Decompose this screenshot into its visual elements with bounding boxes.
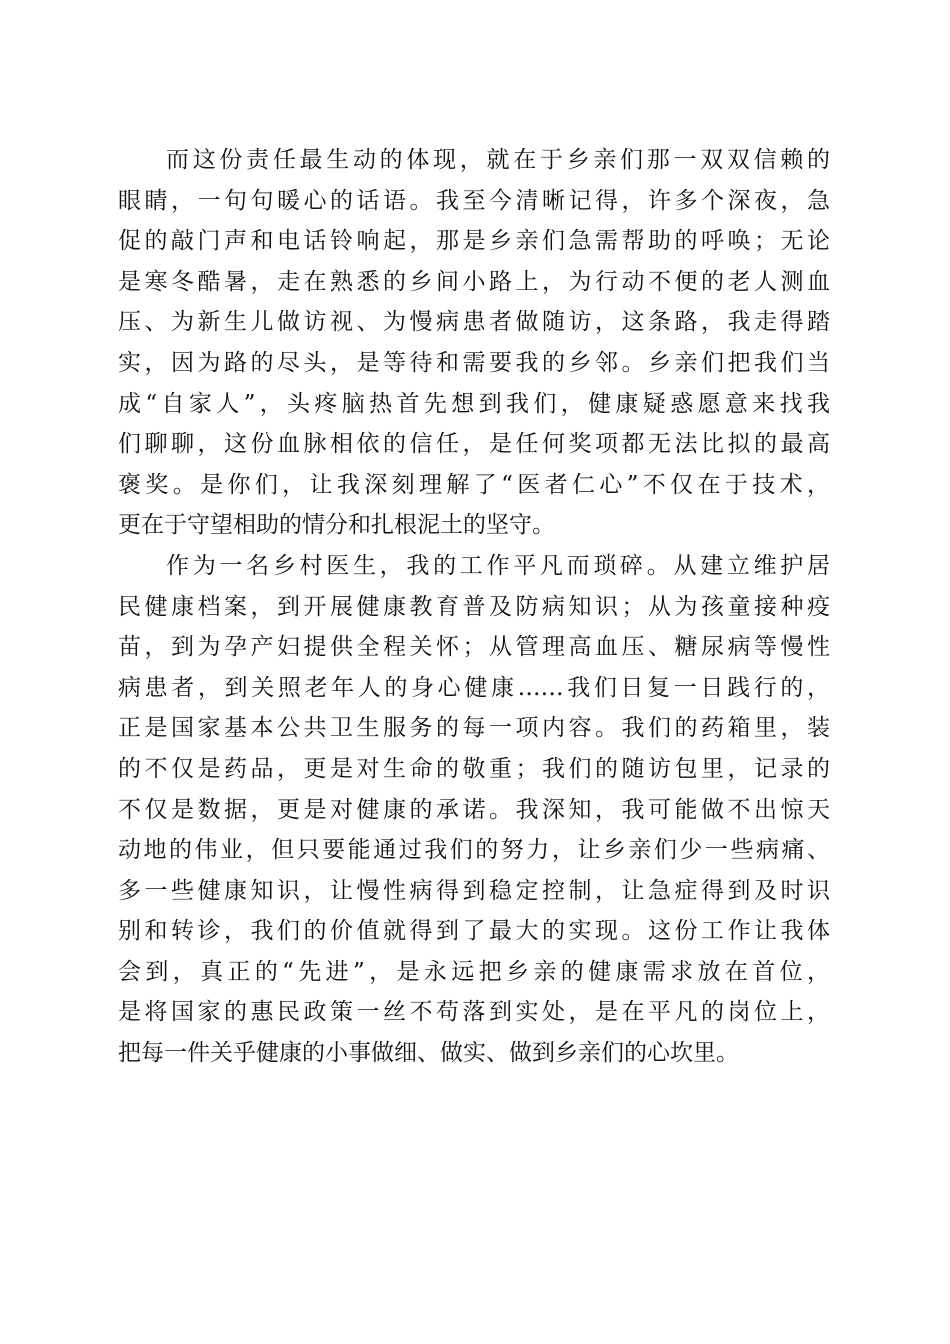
text-line: 把每一件关乎健康的小事做细、做实、做到乡亲们的心坎里。: [118, 1040, 739, 1067]
text-line: 们聊聊，这份血脉相依的信任，是任何奖项都无法比拟的最高: [118, 431, 830, 458]
text-line: 促的敲门声和电话铃响起，那是乡亲们急需帮助的呼唤；无论: [118, 228, 830, 255]
text-line: 实，因为路的尽头，是等待和需要我的乡邻。乡亲们把我们当: [118, 349, 830, 376]
text-line: 成“自家人”，头疼脑热首先想到我们，健康疑惑愿意来找我: [118, 390, 830, 417]
text-line: 更在于守望相助的情分和扎根泥土的坚守。: [118, 512, 555, 539]
document-page: [118, 140, 830, 1074]
text-line: 的不仅是药品，更是对生命的敬重；我们的随访包里，记录的: [118, 755, 830, 782]
text-line: 动地的伟业，但只要能通过我们的努力，让乡亲们少一些病痛、: [118, 837, 830, 864]
text-line: 褒奖。是你们，让我深刻理解了“医者仁心”不仅在于技术，: [118, 471, 830, 498]
text-line: 病患者，到关照老年人的身心健康……我们日复一日践行的，: [118, 674, 830, 701]
text-line: 是将国家的惠民政策一丝不苟落到实处，是在平凡的岗位上，: [118, 999, 830, 1026]
text-line: 压、为新生儿做访视、为慢病患者做随访，这条路，我走得踏: [118, 309, 830, 336]
text-line: 苗，到为孕产妇提供全程关怀；从管理高血压、糖尿病等慢性: [118, 634, 830, 661]
text-line: 正是国家基本公共卫生服务的每一项内容。我们的药箱里，装: [118, 715, 830, 742]
text-line: 民健康档案，到开展健康教育普及防病知识；从为孩童接种疫: [118, 593, 830, 620]
text-line: 别和转诊，我们的价值就得到了最大的实现。这份工作让我体: [118, 918, 830, 945]
text-line: 眼睛，一句句暖心的话语。我至今清晰记得，许多个深夜，急: [118, 187, 830, 214]
text-line: 作为一名乡村医生，我的工作平凡而琐碎。从建立维护居: [166, 552, 830, 579]
text-line: 不仅是数据，更是对健康的承诺。我深知，我可能做不出惊天: [118, 796, 830, 823]
paragraph-village-doctor-work: [118, 546, 830, 1074]
text-line: 会到，真正的“先进”，是永远把乡亲的健康需求放在首位，: [118, 958, 830, 985]
text-line: 多一些健康知识，让慢性病得到稳定控制，让急症得到及时识: [118, 877, 830, 904]
paragraph-responsibility: [118, 140, 830, 546]
text-line: 是寒冬酷暑，走在熟悉的乡间小路上，为行动不便的老人测血: [118, 268, 830, 295]
text-line: 而这份责任最生动的体现，就在于乡亲们那一双双信赖的: [166, 147, 830, 173]
